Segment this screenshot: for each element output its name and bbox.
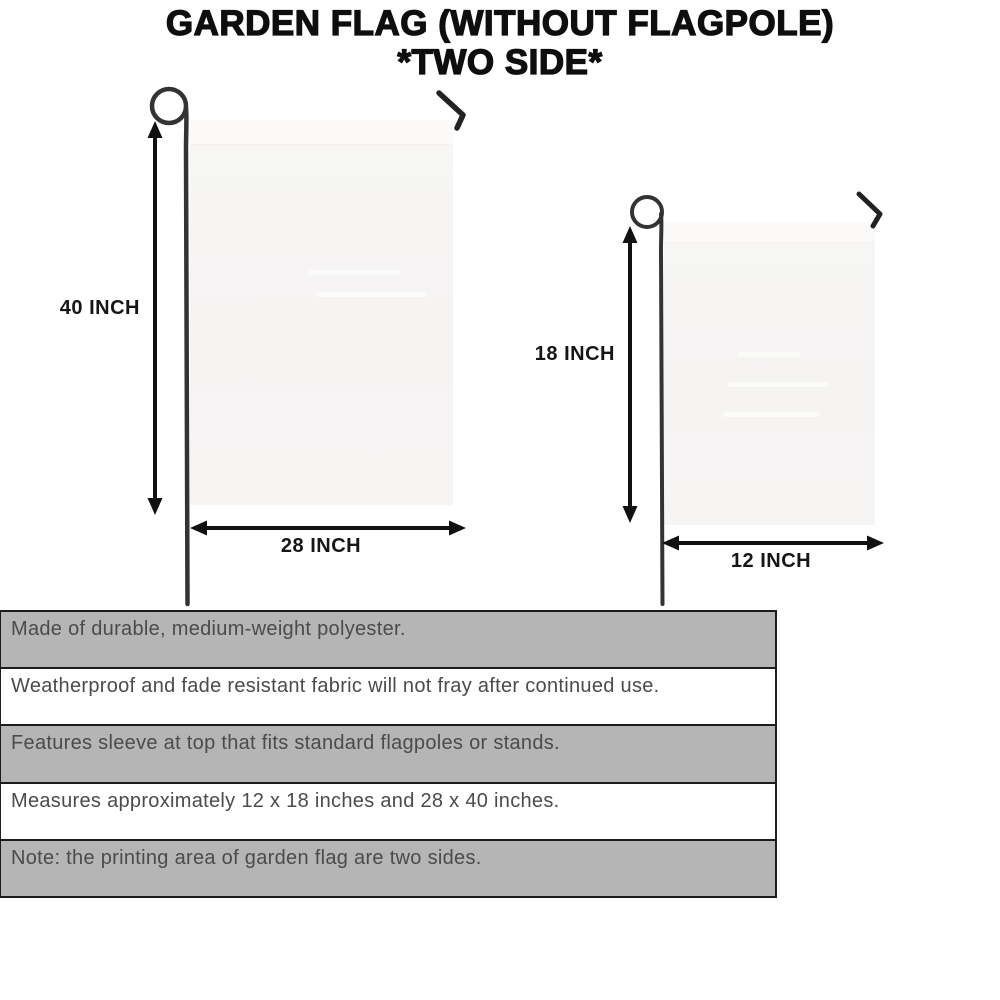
small-flag-fold-line [723,412,820,417]
feature-row: Note: the printing area of garden flag are two sides. [1,841,775,896]
feature-row: Weatherproof and fade resistant fabric will not fray after continued use. [1,669,775,726]
small-width-arrow [662,536,884,551]
small-flag-fold-line [727,382,828,387]
small-flag-height-label: 18 INCH [534,343,615,365]
feature-row: Features sleeve at top that fits standard flagpoles or stands. [1,726,775,783]
large-flag-fold-line [308,270,400,275]
small-flagpole [632,197,663,604]
large-flag-sleeve [190,120,453,145]
small-flag-width-label: 12 INCH [730,550,812,572]
large-flag-fold-line [316,292,426,297]
large-flagpole [152,89,188,604]
large-flag-fabric [190,120,453,505]
large-height-arrow [148,121,163,515]
feature-row: Measures approximately 12 x 18 inches and 28 x 40 inches. [1,784,775,841]
large-flag-height-label: 40 INCH [59,297,140,319]
small-height-arrow [623,226,638,523]
feature-row: Made of durable, medium-weight polyester. [1,612,775,669]
small-flag-fabric [664,222,875,525]
small-flag-sleeve [664,222,875,243]
large-width-arrow [190,521,466,536]
features-table [0,610,777,898]
small-flag-fold-line [738,352,801,357]
large-flag-width-label: 28 INCH [280,535,362,557]
title-line-2: *TWO SIDE* [397,43,603,82]
title-line-1: GARDEN FLAG (WITHOUT FLAGPOLE) [165,4,835,43]
page-title [0,4,1000,82]
